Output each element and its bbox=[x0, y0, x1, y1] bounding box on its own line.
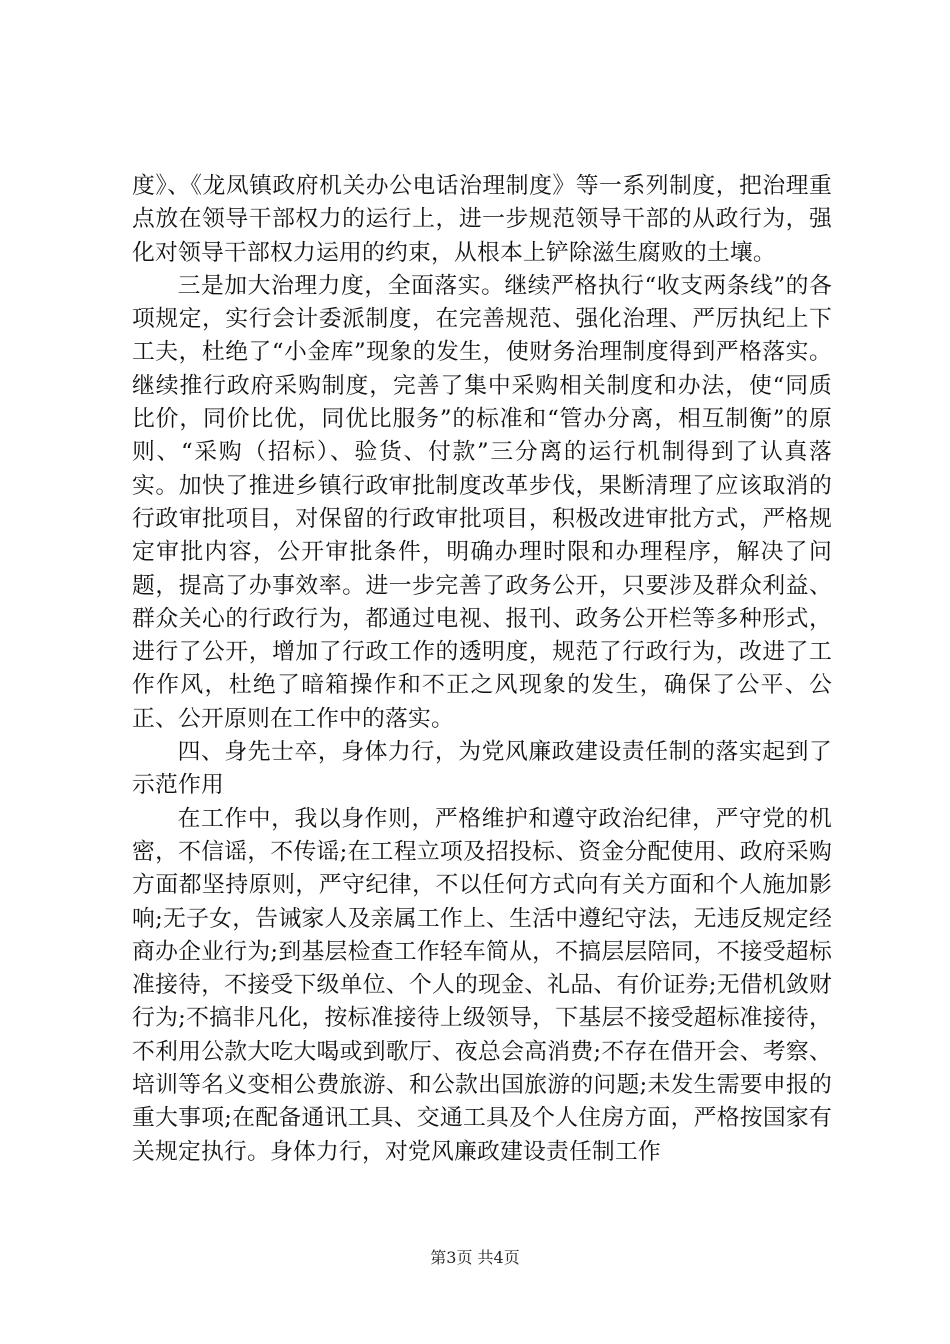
document-body bbox=[132, 170, 832, 1169]
paragraph-3: 在工作中，我以身作则，严格维护和遵守政治纪律，严守党的机密，不信谣，不传谣;在工程立项及招投标、资金分配使用、政府采购方面都坚持原则，严守纪律，不以任何方式向有关方面和个人施加影响;无子女，告诫家人及亲属工作上、生活中遵纪守法，无违反规定经商办企业行为;到基层检查工作轻车简从，不搞层层陪同，不接受超标准接待，不接受下级单位、个人的现金、礼品、有价证券;无借机敛财行为;不搞非凡化，按标准接待上级领导，下基层不接受超标准接待，不利用公款大吃大喝或到歌厅、夜总会高消费;不存在借开会、考察、培训等名义变相公费旅游、和公款出国旅游的问题;未发生需要申报的重大事项;在配备通讯工具、交通工具及个人住房方面，严格按国家有关规定执行。身体力行，对党风廉政建设责任制工作 bbox=[132, 805, 832, 1165]
page-number-footer: 第3页 共4页 bbox=[430, 1248, 520, 1267]
section-heading: 四、身先士卒，身体力行，为党风廉政建设责任制的落实起到了示范作用 bbox=[132, 739, 832, 799]
paragraph-2: 三是加大治理力度，全面落实。继续严格执行“收支两条线”的各项规定，实行会计委派制度，在完善规范、强化治理、严厉执纪上下工夫，杜绝了“小金库”现象的发生，使财务治理制度得到严格落实。继续推行政府采购制度，完善了集中采购相关制度和办法，使“同质比价，同价比优，同优比服务”的标准和“管办分离，相互制衡”的原则、“采购（招标）、验货、付款”三分离的运行机制得到了认真落实。加快了推进乡镇行政审批制度改革步伐，果断清理了应该取消的行政审批项目，对保留的行政审批项目，积极改进审批方式，严格规定审批内容，公开审批条件，明确办理时限和办理程序，解决了问题，提高了办事效率。进一步完善了政务公开，只要涉及群众利益、群众关心的行政行为，都通过电视、报刊、政务公开栏等多种形式，进行了公开，增加了行政工作的透明度，规范了行政行为，改进了工作作风，杜绝了暗箱操作和不正之风现象的发生，确保了公平、公正、公开原则在工作中的落实。 bbox=[132, 272, 832, 732]
paragraph-1: 度》、《龙凤镇政府机关办公电话治理制度》等一系列制度，把治理重点放在领导干部权力的运行上，进一步规范领导干部的从政行为，强化对领导干部权力运用的约束，从根本上铲除滋生腐败的土壤。 bbox=[132, 173, 832, 266]
